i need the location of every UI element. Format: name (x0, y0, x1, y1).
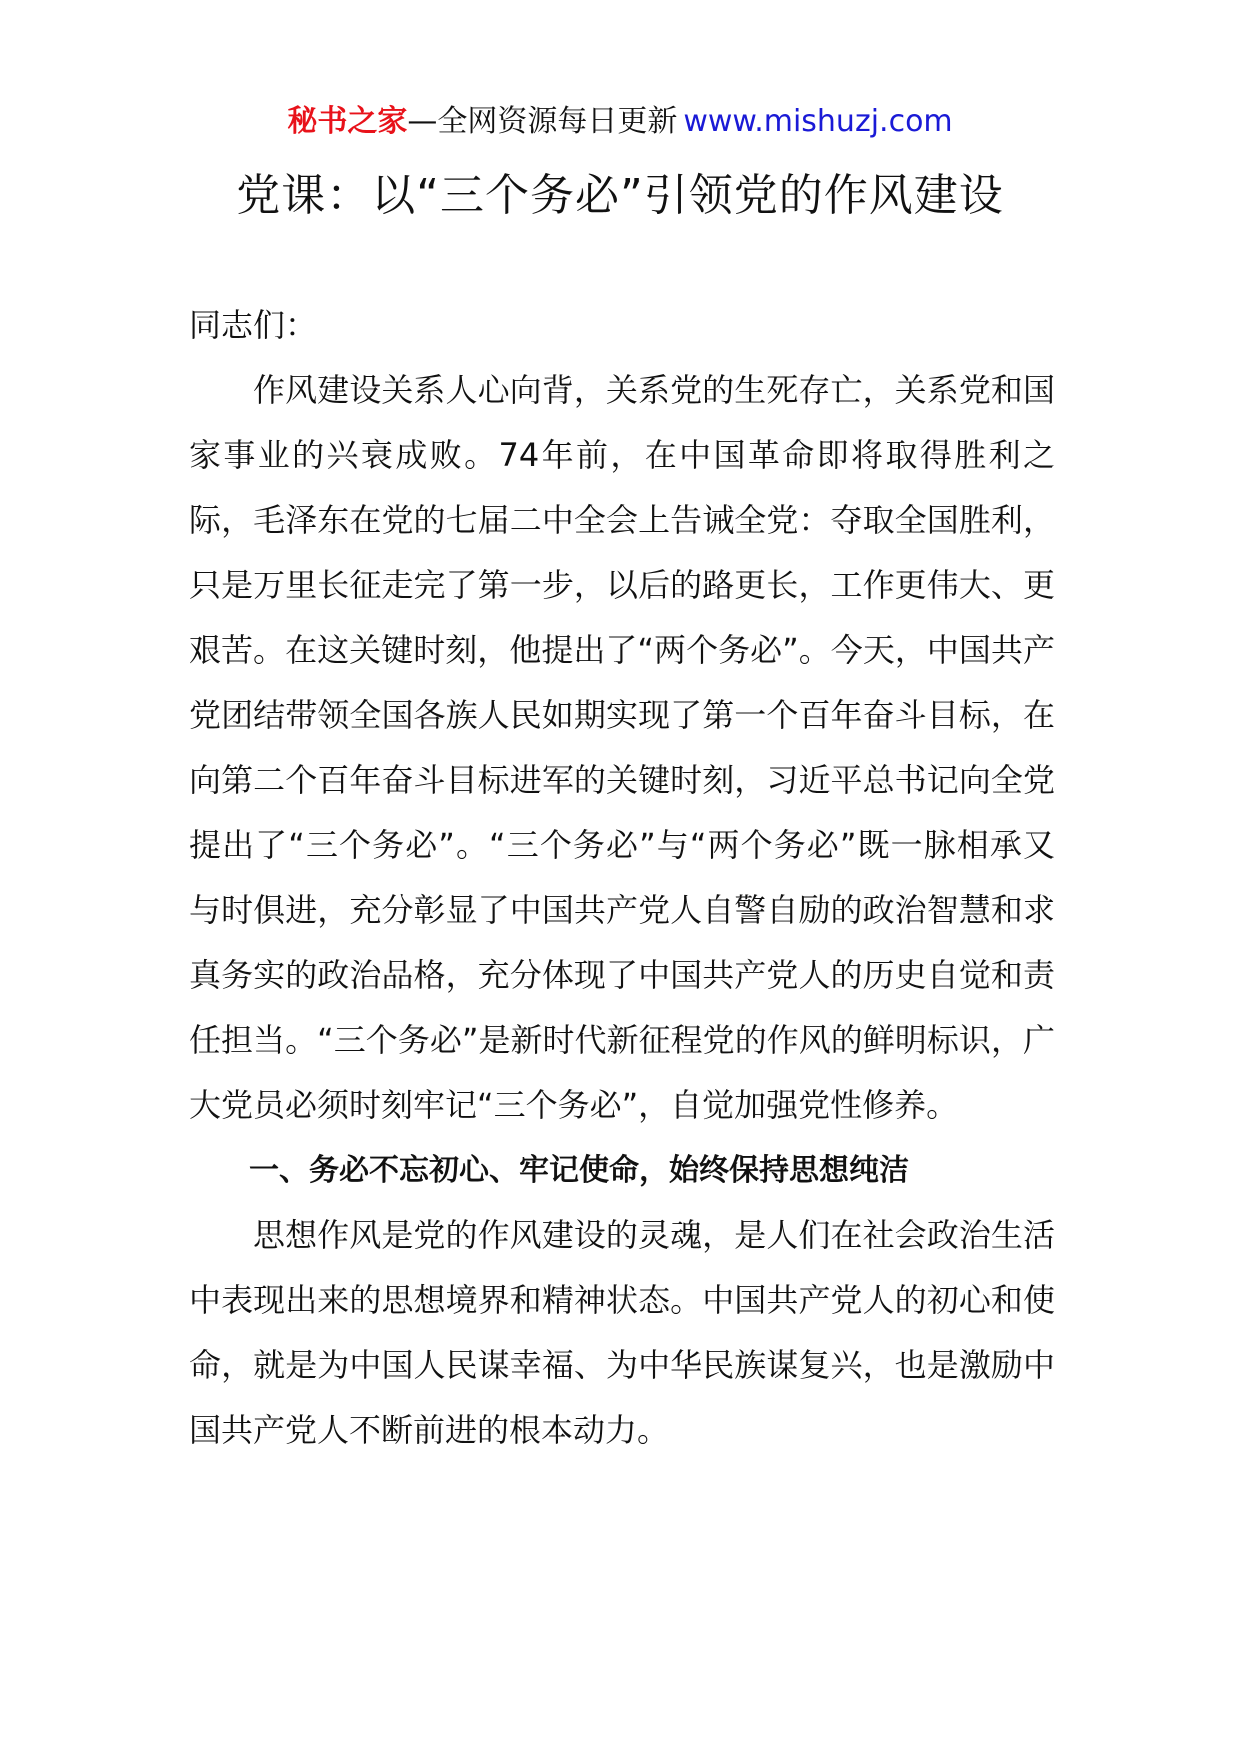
intro-paragraph: 作风建设关系人心向背，关系党的生死存亡，关系党和国家事业的兴衰成败。74年前，在中国革命即将取得胜利之际，毛泽东在党的七届二中全会上告诫全党：夺取全国胜利，只是万里长征走完了第一步，以后的路更长，工作更伟大、更艰苦。在这关键时刻，他提出了“两个务必”。今天，中国共产党团结带领全国各族人民如期实现了第一个百年奋斗目标，在向第二个百年奋斗目标进军的关键时刻，习近平总书记向全党提出了“三个务必”。“三个务必”与“两个务必”既一脉相承又与时俱进，充分彰显了中国共产党人自警自励的政治智慧和求真务实的政治品格，充分体现了中国共产党人的历史自觉和责任担当。“三个务必”是新时代新征程党的作风的鲜明标识，广大党员必须时刻牢记“三个务必”，自觉加强党性修养。 (189, 371, 1055, 1124)
brand-name: 秘书之家 (287, 104, 408, 139)
site-header (0, 102, 1240, 142)
section-heading: 一、务必不忘初心、牢记使命，始终保持思想纯洁 (249, 1153, 909, 1188)
site-url-link[interactable]: www.mishuzj.com (683, 104, 953, 139)
document-title: 党课：以“三个务必”引领党的作风建设 (236, 170, 1004, 221)
document-body (189, 293, 1055, 1463)
section-paragraph: 思想作风是党的作风建设的灵魂，是人们在社会政治生活中表现出来的思想境界和精神状态。中国共产党人的初心和使命，就是为中国人民谋幸福、为中华民族谋复兴，也是激励中国共产党人不断前进的根本动力。 (189, 1216, 1055, 1449)
header-tagline: —全网资源每日更新 (407, 104, 678, 139)
salutation: 同志们： (189, 306, 318, 344)
